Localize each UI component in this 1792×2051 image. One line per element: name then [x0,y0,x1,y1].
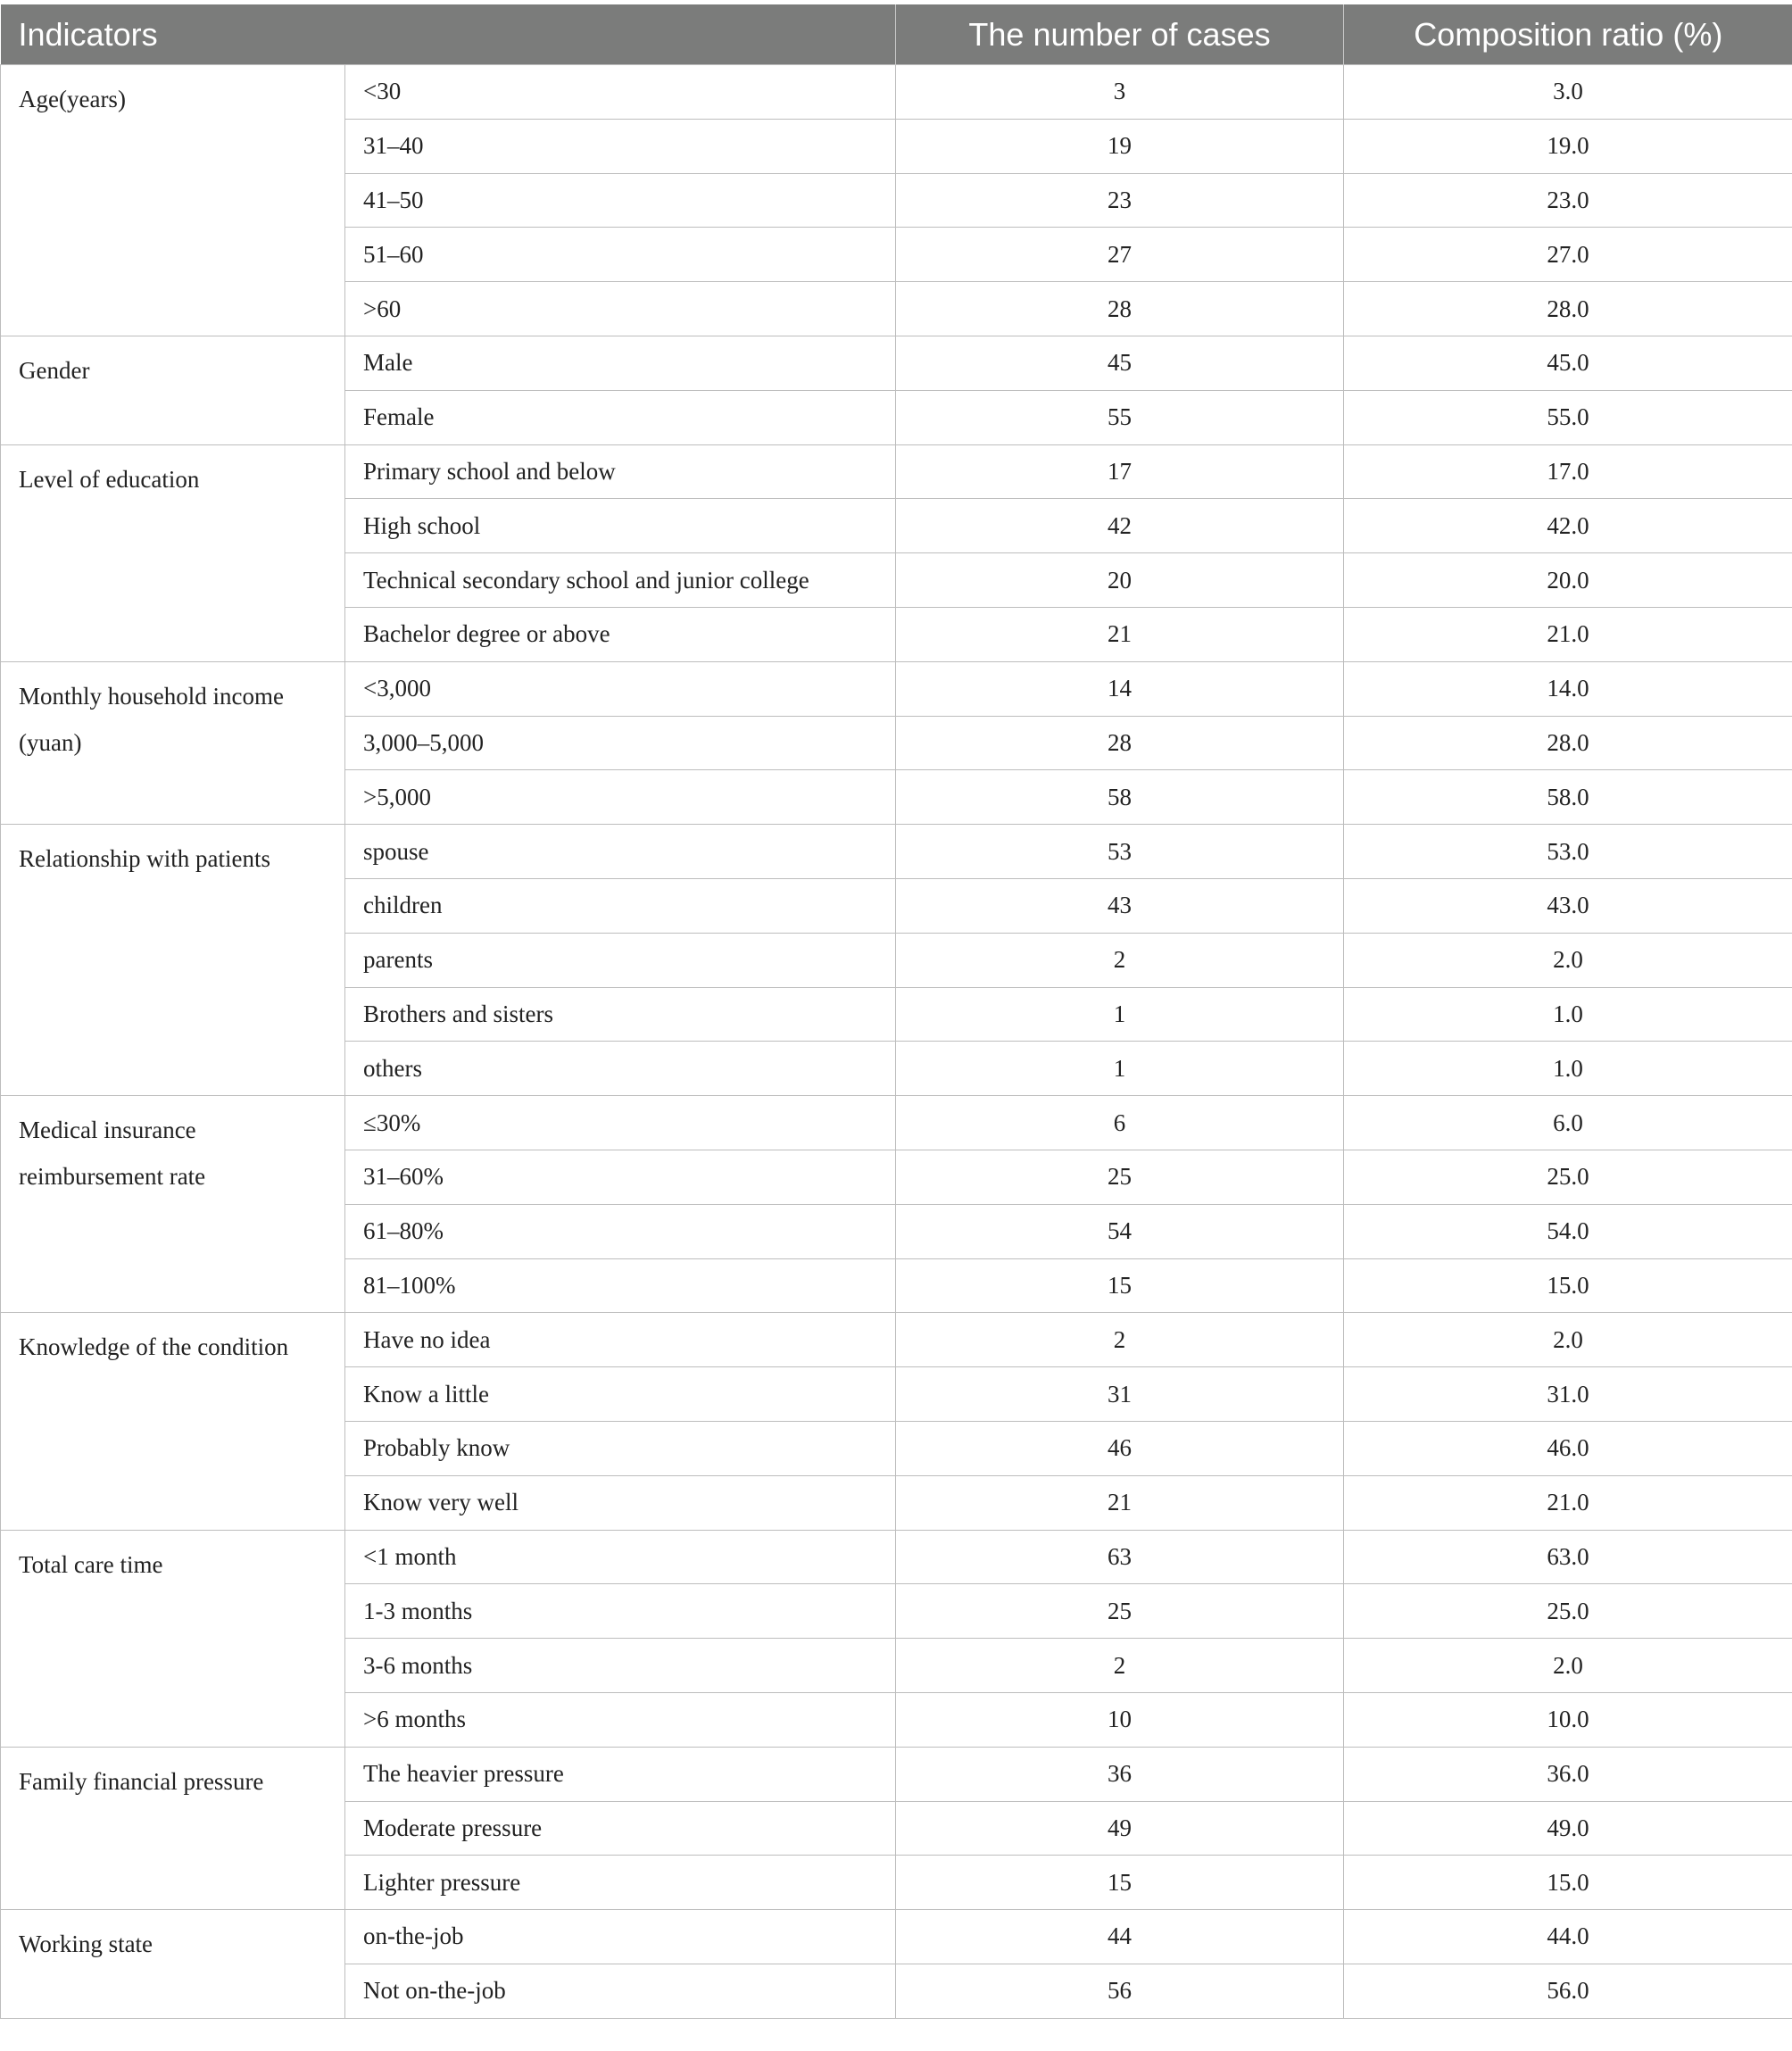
ratio-cell: 28.0 [1344,716,1792,770]
ratio-cell: 17.0 [1344,444,1792,499]
category-cell: children [345,878,896,933]
category-cell: 41–50 [345,173,896,228]
category-cell: 31–60% [345,1150,896,1204]
ratio-cell: 25.0 [1344,1584,1792,1639]
category-cell: >60 [345,282,896,336]
cases-cell: 43 [896,878,1344,933]
cases-cell: 3 [896,65,1344,120]
ratio-cell: 21.0 [1344,1475,1792,1530]
ratio-cell: 42.0 [1344,499,1792,553]
indicator-group-label: Total care time [1,1530,345,1747]
cases-cell: 28 [896,282,1344,336]
ratio-cell: 31.0 [1344,1367,1792,1422]
ratio-cell: 19.0 [1344,119,1792,173]
ratio-cell: 2.0 [1344,1313,1792,1367]
category-cell: Technical secondary school and junior college [345,553,896,608]
category-cell: 51–60 [345,228,896,282]
indicator-group-label: Level of education [1,444,345,661]
ratio-cell: 49.0 [1344,1801,1792,1856]
category-cell: <1 month [345,1530,896,1584]
category-cell: 3,000–5,000 [345,716,896,770]
ratio-cell: 10.0 [1344,1692,1792,1747]
category-cell: ≤30% [345,1096,896,1150]
header-indicators: Indicators [1,4,896,65]
cases-cell: 1 [896,987,1344,1042]
ratio-cell: 23.0 [1344,173,1792,228]
category-cell: 81–100% [345,1258,896,1313]
category-cell: <30 [345,65,896,120]
cases-cell: 20 [896,553,1344,608]
cases-cell: 44 [896,1910,1344,1964]
cases-cell: 28 [896,716,1344,770]
demographics-table [0,4,1792,2019]
category-cell: 1-3 months [345,1584,896,1639]
ratio-cell: 1.0 [1344,987,1792,1042]
ratio-cell: 2.0 [1344,1639,1792,1693]
table-row [1,1530,1792,1584]
table-row [1,661,1792,716]
table-row [1,1910,1792,1964]
cases-cell: 17 [896,444,1344,499]
ratio-cell: 1.0 [1344,1042,1792,1096]
category-cell: Lighter pressure [345,1856,896,1910]
cases-cell: 25 [896,1150,1344,1204]
ratio-cell: 55.0 [1344,390,1792,444]
table-body [1,65,1792,2019]
cases-cell: 56 [896,1964,1344,2018]
cases-cell: 55 [896,390,1344,444]
category-cell: on-the-job [345,1910,896,1964]
ratio-cell: 25.0 [1344,1150,1792,1204]
cases-cell: 15 [896,1856,1344,1910]
header-number-of-cases: The number of cases [896,4,1344,65]
cases-cell: 45 [896,336,1344,390]
ratio-cell: 53.0 [1344,825,1792,879]
ratio-cell: 45.0 [1344,336,1792,390]
category-cell: Bachelor degree or above [345,607,896,661]
indicator-group-label: Medical insurance reimbursement rate [1,1096,345,1313]
cases-cell: 25 [896,1584,1344,1639]
category-cell: 3-6 months [345,1639,896,1693]
ratio-cell: 56.0 [1344,1964,1792,2018]
ratio-cell: 20.0 [1344,553,1792,608]
ratio-cell: 21.0 [1344,607,1792,661]
category-cell: >5,000 [345,770,896,825]
cases-cell: 49 [896,1801,1344,1856]
ratio-cell: 54.0 [1344,1204,1792,1258]
ratio-cell: 15.0 [1344,1856,1792,1910]
header-composition-ratio: Composition ratio (%) [1344,4,1792,65]
category-cell: spouse [345,825,896,879]
cases-cell: 1 [896,1042,1344,1096]
ratio-cell: 15.0 [1344,1258,1792,1313]
cases-cell: 21 [896,607,1344,661]
category-cell: Probably know [345,1421,896,1475]
category-cell: 31–40 [345,119,896,173]
ratio-cell: 6.0 [1344,1096,1792,1150]
header-row [1,4,1792,65]
cases-cell: 21 [896,1475,1344,1530]
cases-cell: 63 [896,1530,1344,1584]
table-row [1,444,1792,499]
table-row [1,1747,1792,1801]
table-row [1,825,1792,879]
category-cell: others [345,1042,896,1096]
cases-cell: 10 [896,1692,1344,1747]
category-cell: Moderate pressure [345,1801,896,1856]
table-row [1,1313,1792,1367]
indicator-group-label: Gender [1,336,345,444]
category-cell: The heavier pressure [345,1747,896,1801]
cases-cell: 2 [896,933,1344,987]
cases-cell: 6 [896,1096,1344,1150]
table-header [1,4,1792,65]
cases-cell: 2 [896,1313,1344,1367]
category-cell: >6 months [345,1692,896,1747]
ratio-cell: 43.0 [1344,878,1792,933]
category-cell: Primary school and below [345,444,896,499]
cases-cell: 27 [896,228,1344,282]
cases-cell: 36 [896,1747,1344,1801]
cases-cell: 15 [896,1258,1344,1313]
ratio-cell: 27.0 [1344,228,1792,282]
ratio-cell: 36.0 [1344,1747,1792,1801]
category-cell: parents [345,933,896,987]
category-cell: Female [345,390,896,444]
category-cell: Know very well [345,1475,896,1530]
category-cell: <3,000 [345,661,896,716]
table-row [1,1096,1792,1150]
indicator-group-label: Working state [1,1910,345,2019]
category-cell: High school [345,499,896,553]
indicator-group-label: Age(years) [1,65,345,336]
category-cell: Not on-the-job [345,1964,896,2018]
cases-cell: 54 [896,1204,1344,1258]
ratio-cell: 14.0 [1344,661,1792,716]
category-cell: Have no idea [345,1313,896,1367]
category-cell: Know a little [345,1367,896,1422]
cases-cell: 14 [896,661,1344,716]
indicator-group-label: Monthly household income (yuan) [1,661,345,824]
ratio-cell: 3.0 [1344,65,1792,120]
cases-cell: 58 [896,770,1344,825]
cases-cell: 31 [896,1367,1344,1422]
data-table-container [0,4,1792,2019]
cases-cell: 53 [896,825,1344,879]
ratio-cell: 28.0 [1344,282,1792,336]
indicator-group-label: Relationship with patients [1,825,345,1096]
indicator-group-label: Knowledge of the condition [1,1313,345,1530]
ratio-cell: 2.0 [1344,933,1792,987]
ratio-cell: 63.0 [1344,1530,1792,1584]
cases-cell: 42 [896,499,1344,553]
table-row [1,65,1792,120]
category-cell: Brothers and sisters [345,987,896,1042]
category-cell: 61–80% [345,1204,896,1258]
indicator-group-label: Family financial pressure [1,1747,345,1909]
ratio-cell: 46.0 [1344,1421,1792,1475]
cases-cell: 46 [896,1421,1344,1475]
cases-cell: 2 [896,1639,1344,1693]
table-row [1,336,1792,390]
cases-cell: 19 [896,119,1344,173]
ratio-cell: 44.0 [1344,1910,1792,1964]
cases-cell: 23 [896,173,1344,228]
category-cell: Male [345,336,896,390]
ratio-cell: 58.0 [1344,770,1792,825]
